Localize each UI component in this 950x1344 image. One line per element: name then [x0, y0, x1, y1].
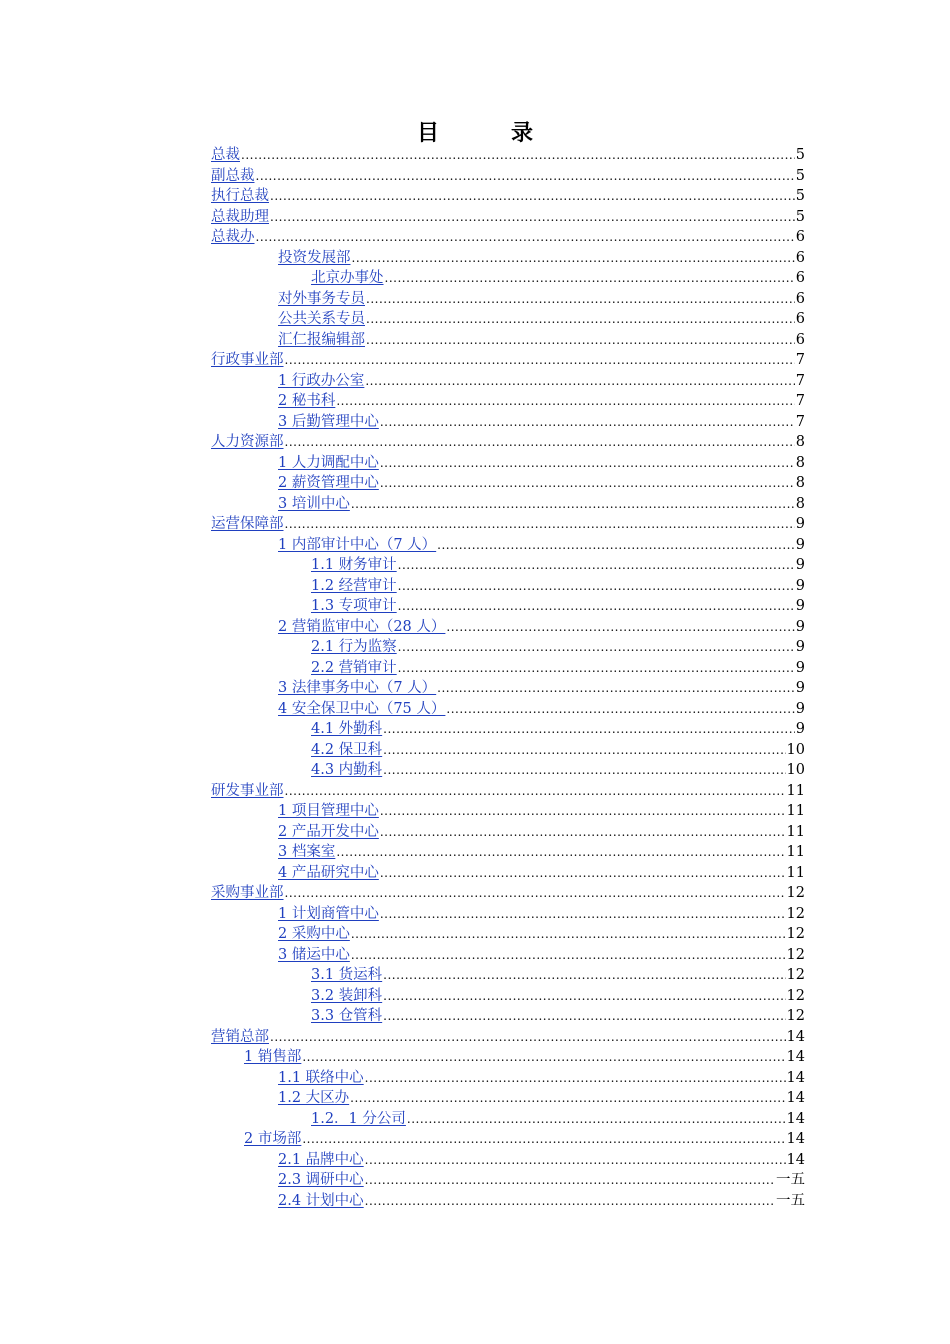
toc-entry[interactable]: [211, 1170, 805, 1191]
toc-page-number: 6: [795, 229, 805, 245]
toc-entry[interactable]: [211, 1109, 805, 1130]
toc-page-number: 一五: [776, 1192, 805, 1209]
toc-entry-link[interactable]: 3 法律事务中心（7 人）: [278, 680, 437, 696]
toc-page-number: 14: [786, 1069, 805, 1086]
toc-page-number: 12: [786, 1008, 805, 1024]
toc-entry[interactable]: [211, 453, 805, 474]
dot-leader: [380, 473, 795, 494]
toc-entry[interactable]: [211, 494, 805, 515]
toc-entry-link[interactable]: 2 采购中心: [278, 926, 350, 942]
dot-leader: [241, 145, 795, 166]
toc-page-number: 14: [786, 1049, 805, 1065]
toc-page-number: 8: [795, 454, 805, 471]
toc-entry-link[interactable]: 总裁办: [211, 229, 255, 245]
toc-entry[interactable]: [211, 822, 805, 843]
toc-page-number: 8: [795, 475, 805, 491]
toc-entry[interactable]: [211, 863, 805, 884]
toc-entry-link[interactable]: 总裁: [211, 147, 240, 163]
toc-page-number: 6: [795, 311, 805, 327]
toc-entry[interactable]: [211, 924, 805, 945]
toc-entry[interactable]: [211, 637, 805, 658]
toc-entry[interactable]: [211, 904, 805, 925]
toc-entry[interactable]: [211, 1088, 805, 1109]
dot-leader: [365, 1150, 786, 1171]
toc-page-number: 9: [795, 721, 805, 737]
toc-page-number: 14: [786, 1131, 805, 1147]
toc-page-number: 10: [786, 741, 805, 758]
toc-entry-link[interactable]: 2 营销监审中心（28 人）: [278, 618, 446, 635]
dot-leader: [350, 1088, 785, 1109]
toc-entry-link[interactable]: 2.1 品牌中心: [278, 1151, 364, 1168]
toc-entry[interactable]: [211, 883, 805, 904]
toc-entry-link[interactable]: 2.1 行为监察: [311, 639, 397, 655]
toc-page-number: 一五: [776, 1172, 805, 1188]
dot-leader: [270, 207, 795, 228]
toc-entry[interactable]: [211, 371, 805, 392]
toc-entry-link[interactable]: 运营保障部: [211, 516, 284, 532]
dot-leader: [398, 555, 795, 576]
toc-entry-link[interactable]: 对外事务专员: [278, 290, 365, 307]
toc-page-number: 7: [795, 352, 805, 368]
toc-page-number: 6: [795, 249, 805, 266]
toc-page-number: 12: [786, 946, 805, 963]
dot-leader: [407, 1109, 786, 1130]
toc-page-number: 11: [786, 782, 805, 799]
toc-entry[interactable]: [211, 248, 805, 269]
toc-page-number: 8: [795, 434, 805, 450]
toc-entry-link[interactable]: 3 后勤管理中心: [278, 413, 379, 430]
dot-leader: [446, 699, 794, 720]
toc-page-number: 12: [786, 905, 805, 922]
toc-entry[interactable]: [211, 309, 805, 330]
toc-page-number: 11: [786, 803, 805, 819]
page-title: 目录: [416, 120, 605, 146]
toc-page-number: 12: [786, 987, 805, 1004]
toc-entry[interactable]: [211, 986, 805, 1007]
toc-entry-link[interactable]: 4.3 内勤科: [311, 762, 383, 778]
toc-page-number: 14: [786, 1110, 805, 1127]
toc-page-number: 14: [786, 1151, 805, 1168]
toc-entry-link[interactable]: 4 安全保卫中心（75 人）: [278, 700, 446, 717]
toc-entry-link[interactable]: 采购事业部: [211, 885, 284, 901]
toc-entry-link[interactable]: 1.1 联络中心: [278, 1069, 364, 1086]
toc-entry-link[interactable]: 投资发展部: [278, 249, 351, 266]
toc-entry[interactable]: [211, 1068, 805, 1089]
toc-entry-link[interactable]: 1.2．1 分公司: [311, 1110, 406, 1127]
toc-entry-link[interactable]: 1.2 经营审计: [311, 577, 397, 594]
toc-page-number: 7: [795, 372, 805, 389]
toc-entry[interactable]: [211, 1191, 805, 1212]
toc-entry-link[interactable]: 2 秘书科: [278, 393, 336, 409]
toc-page-number: 5: [795, 208, 805, 225]
dot-leader: [380, 801, 786, 822]
toc-page-number: 11: [786, 823, 805, 840]
dot-leader: [437, 678, 795, 699]
dot-leader: [380, 822, 786, 843]
dot-leader: [352, 248, 795, 269]
toc-entry-link[interactable]: 3 培训中心: [278, 495, 350, 512]
dot-leader: [383, 986, 785, 1007]
toc-entry[interactable]: [211, 514, 805, 535]
toc-entry-link[interactable]: 3.2 装卸科: [311, 987, 383, 1004]
dot-leader: [383, 1006, 785, 1027]
toc-page-number: 9: [795, 598, 805, 614]
toc-entry[interactable]: [211, 289, 805, 310]
toc-entry[interactable]: [211, 227, 805, 248]
toc-page-number: 9: [795, 639, 805, 655]
toc-entry[interactable]: [211, 965, 805, 986]
toc-entry-link[interactable]: 2 产品开发中心: [278, 823, 379, 840]
toc-entry-link[interactable]: 4 产品研究中心: [278, 864, 379, 881]
toc-entry[interactable]: [211, 596, 805, 617]
dot-leader: [398, 637, 795, 658]
toc-page-number: 11: [786, 864, 805, 881]
dot-leader: [302, 1047, 785, 1068]
toc-entry-link[interactable]: 1 内部审计中心（7 人）: [278, 536, 437, 553]
toc-entry[interactable]: [211, 945, 805, 966]
toc-entry[interactable]: [211, 186, 805, 207]
dot-leader: [302, 1129, 785, 1150]
dot-leader: [365, 1068, 786, 1089]
toc-entry-link[interactable]: 1 人力调配中心: [278, 454, 379, 471]
toc-page-number: 6: [795, 270, 805, 286]
toc-page-number: 14: [786, 1090, 805, 1106]
toc-entry-link[interactable]: 1 销售部: [244, 1049, 302, 1065]
toc-page-number: 11: [786, 844, 805, 860]
toc-entry[interactable]: [211, 740, 805, 761]
toc-entry[interactable]: [211, 801, 805, 822]
toc-page-number: 9: [795, 536, 805, 553]
toc-entry[interactable]: [211, 207, 805, 228]
toc-entry-link[interactable]: 1 计划商管中心: [278, 905, 379, 922]
dot-leader: [336, 842, 785, 863]
toc-page-number: 7: [795, 413, 805, 430]
toc-page-number: 12: [786, 926, 805, 942]
toc-entry[interactable]: [211, 658, 805, 679]
dot-leader: [446, 617, 794, 638]
toc-entry-link[interactable]: 研发事业部: [211, 782, 284, 799]
toc-page-number: 9: [795, 680, 805, 696]
toc-entry-link[interactable]: 公共关系专员: [278, 311, 365, 327]
toc-entry-link[interactable]: 北京办事处: [311, 270, 384, 286]
toc-entry-link[interactable]: 2 市场部: [244, 1131, 302, 1147]
dot-leader: [366, 289, 795, 310]
dot-leader: [256, 166, 795, 187]
toc-entry-link[interactable]: 3.1 货运科: [311, 967, 383, 983]
toc-entry[interactable]: [211, 842, 805, 863]
toc-entry[interactable]: [211, 617, 805, 638]
toc-page-number: 9: [795, 700, 805, 717]
toc-entry-link[interactable]: 1 项目管理中心: [278, 803, 379, 819]
toc-entry-link[interactable]: 1.2 大区办: [278, 1090, 350, 1106]
toc-entry-link[interactable]: 2 薪资管理中心: [278, 475, 379, 491]
toc-page-number: 8: [795, 495, 805, 512]
toc-entry[interactable]: [211, 1006, 805, 1027]
toc-page-number: 9: [795, 557, 805, 573]
dot-leader: [365, 1170, 775, 1191]
dot-leader: [285, 514, 795, 535]
toc-entry[interactable]: [211, 576, 805, 597]
toc-entry[interactable]: [211, 330, 805, 351]
dot-leader: [366, 330, 795, 351]
dot-leader: [365, 371, 794, 392]
toc-entry[interactable]: [211, 350, 805, 371]
dot-leader: [383, 760, 785, 781]
table-of-contents: [211, 145, 805, 1211]
toc-page-number: 9: [795, 516, 805, 532]
toc-entry-link[interactable]: 1.3 专项审计: [311, 598, 397, 614]
dot-leader: [380, 453, 795, 474]
dot-leader: [285, 883, 786, 904]
dot-leader: [351, 494, 795, 515]
toc-entry-link[interactable]: 2.4 计划中心: [278, 1192, 364, 1209]
dot-leader: [285, 350, 795, 371]
toc-entry-link[interactable]: 1 行政办公室: [278, 372, 365, 389]
toc-entry[interactable]: [211, 391, 805, 412]
toc-page-number: 5: [795, 188, 805, 204]
toc-entry[interactable]: [211, 1150, 805, 1171]
toc-entry-link[interactable]: 行政事业部: [211, 352, 284, 368]
dot-leader: [383, 740, 785, 761]
toc-entry-link[interactable]: 2.2 营销审计: [311, 659, 397, 676]
toc-entry[interactable]: [211, 678, 805, 699]
toc-entry[interactable]: [211, 781, 805, 802]
toc-page-number: 7: [795, 393, 805, 409]
toc-entry-link[interactable]: 营销总部: [211, 1028, 269, 1045]
toc-entry[interactable]: [211, 166, 805, 187]
toc-page-number: 9: [795, 659, 805, 676]
toc-entry[interactable]: [211, 1129, 805, 1150]
dot-leader: [365, 1191, 775, 1212]
toc-page-number: 5: [795, 147, 805, 163]
dot-leader: [383, 719, 795, 740]
dot-leader: [380, 412, 795, 433]
toc-entry-link[interactable]: 4.1 外勤科: [311, 721, 383, 737]
toc-entry-link[interactable]: 总裁助理: [211, 208, 269, 225]
dot-leader: [437, 535, 795, 556]
toc-entry[interactable]: [211, 145, 805, 166]
toc-entry[interactable]: [211, 473, 805, 494]
dot-leader: [270, 1027, 786, 1048]
toc-page-number: 6: [795, 290, 805, 307]
toc-entry-link[interactable]: 人力资源部: [211, 434, 284, 450]
dot-leader: [385, 268, 795, 289]
dot-leader: [351, 924, 786, 945]
toc-entry[interactable]: [211, 760, 805, 781]
dot-leader: [270, 186, 795, 207]
toc-entry[interactable]: [211, 719, 805, 740]
toc-entry-link[interactable]: 4.2 保卫科: [311, 741, 383, 758]
dot-leader: [380, 904, 786, 925]
toc-entry[interactable]: [211, 699, 805, 720]
toc-entry-link[interactable]: 2.3 调研中心: [278, 1172, 364, 1188]
dot-leader: [336, 391, 794, 412]
toc-entry[interactable]: [211, 535, 805, 556]
toc-page-number: 12: [786, 885, 805, 901]
toc-page-number: 12: [786, 967, 805, 983]
dot-leader: [380, 863, 786, 884]
dot-leader: [285, 432, 795, 453]
toc-entry-link[interactable]: 3 储运中心: [278, 946, 350, 963]
toc-entry[interactable]: [211, 555, 805, 576]
toc-page-number: 9: [795, 618, 805, 635]
toc-page-number: 5: [795, 167, 805, 184]
toc-entry-link[interactable]: 1.1 财务审计: [311, 557, 397, 573]
dot-leader: [351, 945, 786, 966]
toc-entry-link[interactable]: 执行总裁: [211, 188, 269, 204]
toc-entry-link[interactable]: 副总裁: [211, 167, 255, 184]
toc-page-number: 10: [786, 762, 805, 778]
toc-page-number: 9: [795, 577, 805, 594]
toc-entry[interactable]: [211, 268, 805, 289]
toc-entry[interactable]: [211, 412, 805, 433]
dot-leader: [383, 965, 785, 986]
dot-leader: [398, 576, 795, 597]
toc-entry[interactable]: [211, 1027, 805, 1048]
toc-page-number: 6: [795, 331, 805, 348]
dot-leader: [366, 309, 795, 330]
toc-page-number: 14: [786, 1028, 805, 1045]
dot-leader: [398, 596, 795, 617]
toc-entry-link[interactable]: 3 档案室: [278, 844, 336, 860]
dot-leader: [398, 658, 795, 679]
toc-entry-link[interactable]: 3.3 仓管科: [311, 1008, 383, 1024]
toc-entry[interactable]: [211, 1047, 805, 1068]
toc-entry-link[interactable]: 汇仁报编辑部: [278, 331, 365, 348]
dot-leader: [256, 227, 795, 248]
dot-leader: [285, 781, 786, 802]
toc-entry[interactable]: [211, 432, 805, 453]
